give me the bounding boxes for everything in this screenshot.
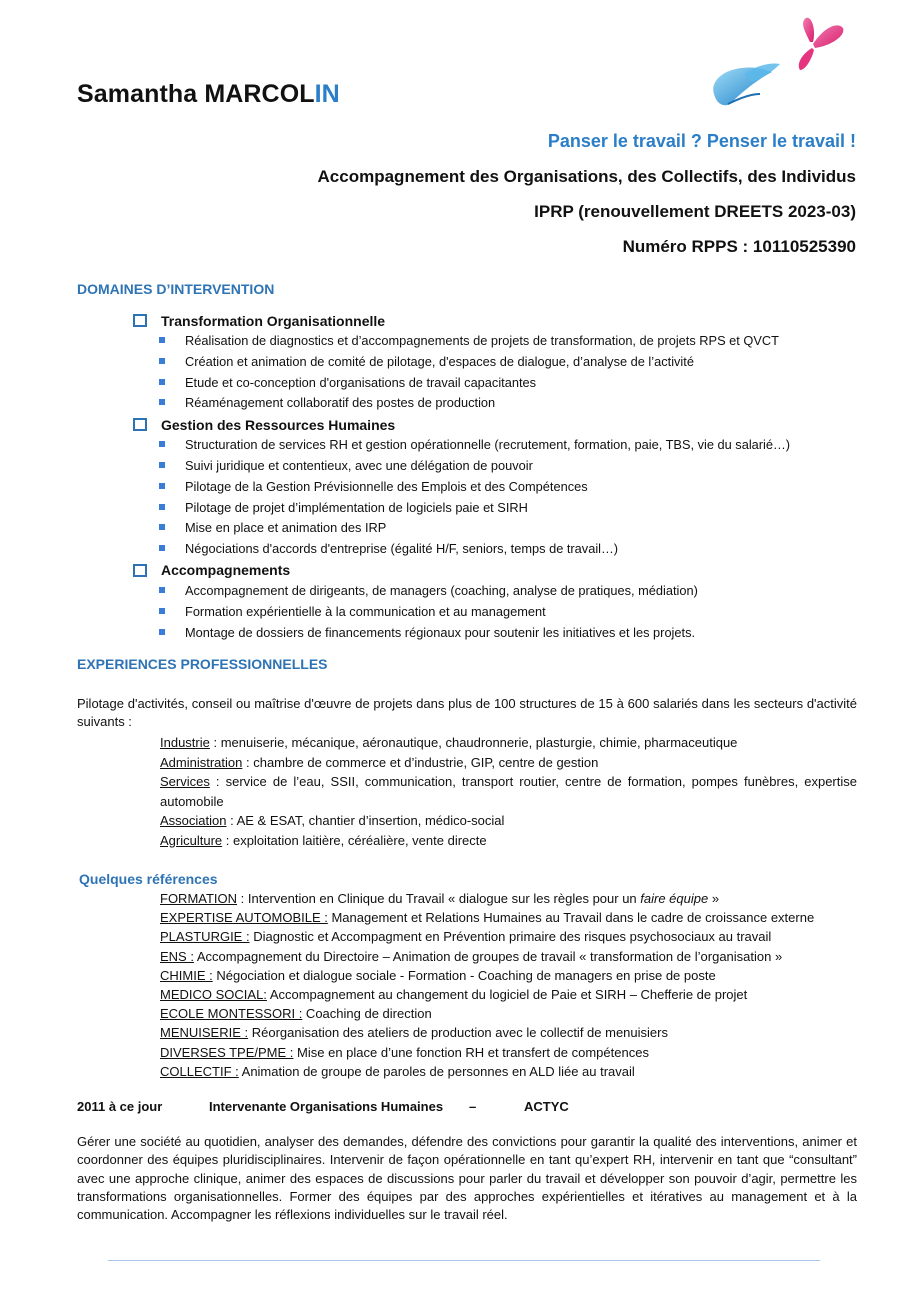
list-item: Montage de dossiers de financements régionaux pour soutenir les initiatives et les projets. [133, 623, 873, 644]
experiences-intro: Pilotage d'activités, conseil ou maîtrise d'œuvre de projets dans plus de 100 structures de 15 à 600 salariés dans les secteurs d'activité suivants : [77, 696, 857, 729]
reference-row [160, 985, 880, 1004]
reference-name: FORMATION [160, 891, 238, 906]
reference-row [160, 1004, 880, 1023]
footer-divider [108, 1260, 820, 1261]
section-title-domaines: DOMAINES D’INTERVENTION [77, 281, 275, 297]
sector-row [160, 831, 857, 851]
reference-desc: Réorganisation des ateliers de production avec le collectif de menuisiers [248, 1025, 668, 1041]
references-list [160, 889, 880, 1081]
list-item: Structuration de services RH et gestion opérationnelle (recrutement, formation, paie, TBS, vie du salarié…) [133, 435, 873, 456]
reference-desc-italic: faire équipe [640, 891, 709, 906]
reference-desc: Animation de groupe de paroles de personnes en ALD liée au travail [238, 1063, 635, 1079]
list-item: Formation expérientielle à la communication et au management [133, 602, 873, 623]
category-bullets [133, 435, 873, 560]
subtitle-iprp: IPRP (renouvellement DREETS 2023-03) [534, 202, 856, 221]
checkbox-icon [133, 564, 147, 577]
reference-row [160, 1023, 880, 1042]
reference-row [160, 927, 880, 946]
reference-name: ECOLE MONTESSORI : [160, 1006, 303, 1022]
sector-name: Industrie [160, 735, 210, 750]
reference-desc: Mise en place d’une fonction RH et transfert de compétences [293, 1044, 649, 1060]
sector-row [160, 733, 857, 753]
section-title-experiences: EXPERIENCES PROFESSIONNELLES [77, 656, 328, 672]
reference-name: MENUISERIE : [160, 1025, 249, 1041]
reference-name: PLASTURGIE : [160, 929, 250, 945]
reference-row [160, 947, 880, 966]
sector-row [160, 811, 857, 831]
job-description: Gérer une société au quotidien, analyser des demandes, défendre des convictions pour garantir la qualité des interventions, animer et coordonner des équipes pluridisciplinaires. Intervenir de façon opérationnelle en tant qu’expert RH, intervenir en tant que “consultant” avec une approche clinique, animer des espaces de discussions pour parler du travail et développer son pouvoir d’agir, permettre les transformations organisationnelles. Former des équipes par des approches expérientielles et itératives au management et à la communication. Accompagner les réflexions individuelles sur le travail réel. [77, 1134, 857, 1223]
pink-butterfly-icon [799, 18, 844, 70]
reference-row [160, 1062, 880, 1081]
list-item: Mise en place et animation des IRP [133, 518, 873, 539]
list-item: Création et animation de comité de pilotage, d'espaces de dialogue, d’analyse de l’activité [133, 352, 873, 373]
sector-row [160, 772, 857, 811]
butterflies-logo-icon [700, 12, 850, 112]
job-period: 2011 à ce jour [77, 1099, 163, 1114]
checkbox-icon [133, 418, 147, 431]
name-accent: IN [314, 80, 340, 108]
category-bullets [133, 581, 873, 643]
reference-row [160, 889, 880, 908]
tagline: Panser le travail ? Penser le travail ! [547, 131, 856, 151]
reference-desc: Accompagnement au changement du logiciel de Paie et SIRH – Chefferie de projet [266, 987, 748, 1003]
sector-desc: : AE & ESAT, chantier d’insertion, médico-social [226, 813, 505, 828]
reference-desc: : Intervention en Clinique du Travail « dialogue sur les règles pour un [237, 891, 641, 906]
subtitle-rpps: Numéro RPPS : 10110525390 [622, 237, 856, 256]
reference-name: MEDICO SOCIAL: [160, 987, 267, 1003]
list-item: Réaménagement collaboratif des postes de production [133, 393, 873, 414]
reference-row [160, 966, 880, 985]
list-item: Réalisation de diagnostics et d’accompagnements de projets de transformation, de projets RPS et QVCT [133, 331, 873, 352]
category-heading [133, 414, 873, 435]
checkbox-icon [133, 314, 147, 327]
sector-desc: : menuiserie, mécanique, aéronautique, chaudronnerie, plasturgie, chimie, pharmaceutique [209, 735, 738, 750]
category-label: Transformation Organisationnelle [161, 312, 386, 329]
list-item: Pilotage de projet d’implémentation de logiciels paie et SIRH [133, 498, 873, 519]
category-label: Gestion des Ressources Humaines [161, 416, 396, 433]
list-item: Etude et co-conception d'organisations de travail capacitantes [133, 373, 873, 394]
subtitle-accompagnement: Accompagnement des Organisations, des Collectifs, des Individus [317, 167, 856, 186]
list-item: Négociations d'accords d'entreprise (égalité H/F, seniors, temps de travail…) [133, 539, 873, 560]
reference-row [160, 908, 880, 927]
reference-row [160, 1043, 880, 1062]
blue-butterfly-icon [713, 63, 780, 105]
reference-name: EXPERTISE AUTOMOBILE : [160, 910, 328, 926]
job-role: Intervenante Organisations Humaines [209, 1099, 444, 1114]
job-dash: – [469, 1099, 477, 1114]
sector-name: Administration [160, 754, 243, 770]
reference-name: DIVERSES TPE/PME : [160, 1044, 294, 1060]
list-item: Accompagnement de dirigeants, de managers (coaching, analyse de pratiques, médiation) [133, 581, 873, 602]
sector-name: Agriculture [160, 832, 223, 848]
person-name [77, 80, 340, 109]
job-company: ACTYC [524, 1099, 569, 1114]
sector-name: Association [160, 813, 227, 828]
reference-desc: Management et Relations Humaines au Travail dans le cadre de croissance externe [327, 910, 815, 926]
sector-name: Services [160, 774, 210, 789]
category-label: Accompagnements [161, 562, 291, 579]
category-bullets [133, 331, 873, 414]
reference-name: CHIMIE : [160, 967, 213, 983]
sector-row [160, 753, 857, 773]
list-item: Suivi juridique et contentieux, avec une délégation de pouvoir [133, 456, 873, 477]
reference-name: ENS : [160, 948, 194, 964]
sector-desc: : service de l’eau, SSII, communication, transport routier, centre de formation, pompes funèbres, expertise automobile [160, 774, 857, 809]
section-title-references: Quelques références [79, 871, 218, 887]
reference-name: COLLECTIF : [160, 1063, 239, 1079]
list-item: Pilotage de la Gestion Prévisionnelle des Emplois et des Compétences [133, 477, 873, 498]
reference-desc: Accompagnement du Directoire – Animation de groupes de travail « transformation de l’organisation » [193, 948, 783, 964]
reference-desc-end: » [708, 891, 720, 906]
sector-desc: : exploitation laitière, céréalière, vente directe [222, 832, 487, 848]
sector-desc: : chambre de commerce et d’industrie, GIP, centre de gestion [242, 754, 599, 770]
sectors-list [160, 733, 857, 850]
reference-desc: Coaching de direction [302, 1006, 432, 1022]
domaines-list [133, 310, 873, 643]
category-heading [133, 560, 873, 581]
reference-desc: Négociation et dialogue sociale - Formation - Coaching de managers en prise de poste [212, 967, 716, 983]
reference-desc: Diagnostic et Accompagment en Prévention primaire des risques psychosociaux au travail [249, 929, 772, 945]
header-right-block [318, 124, 856, 264]
name-main: Samantha MARCOL [77, 80, 315, 108]
category-heading [133, 310, 873, 331]
